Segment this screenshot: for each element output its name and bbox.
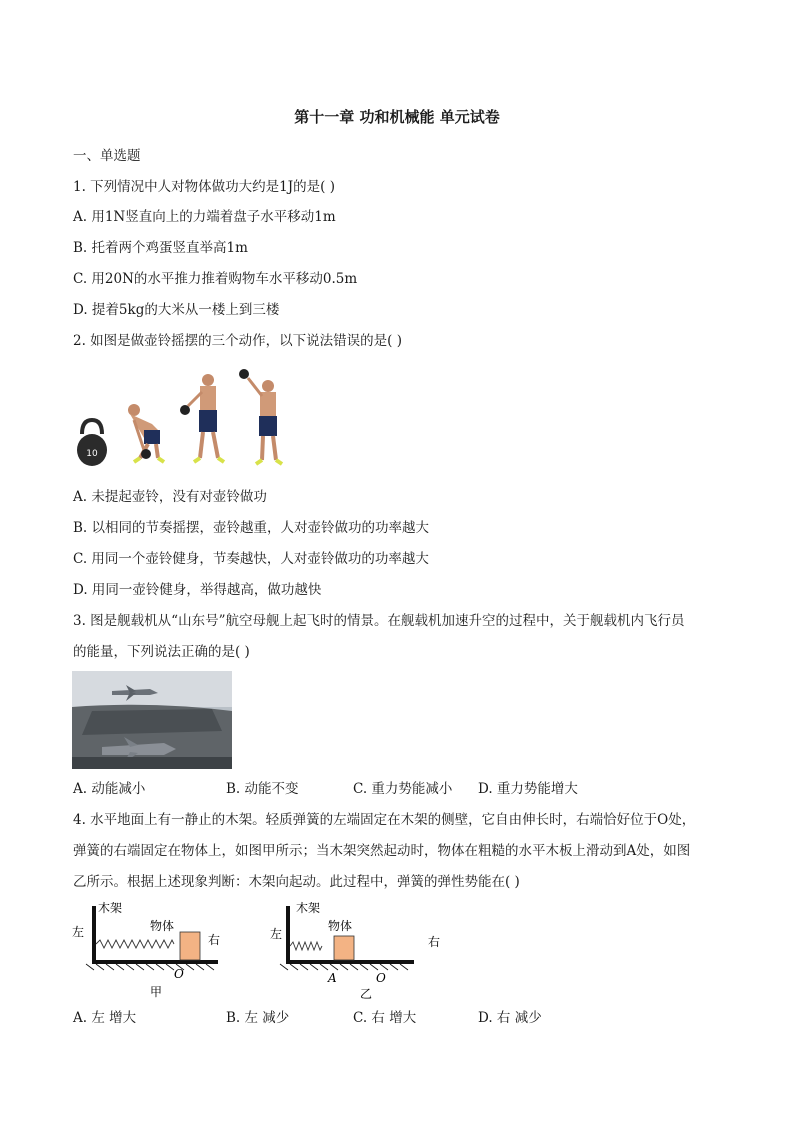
right-label: 右 [428,935,441,949]
ground-hatch [280,964,408,970]
q4-stem-line3: 乙所示。根据上述现象判断：木架向起动。此过程中，弹簧的弹性势能在( ) [73,874,520,890]
kettlebell-icon [77,420,107,466]
q1-option-b[interactable]: B. 托着两个鸡蛋竖直举高1m [73,240,248,256]
q4-option-d[interactable]: D. 右 减少 [478,1010,542,1026]
left-label: 左 [72,925,85,939]
point-o-label: O [174,967,184,981]
q2-option-d[interactable]: D. 用同一壶铃健身，举得越高，做功越快 [73,582,322,598]
spring-icon [96,940,174,948]
q1-option-a[interactable]: A. 用1N竖直向上的力端着盘子水平移动1m [73,209,336,225]
point-o-label: O [376,971,386,985]
q4-option-c[interactable]: C. 右 增大 [353,1010,417,1026]
spring-figure-yi [268,898,448,1002]
q3-option-c[interactable]: C. 重力势能减小 [353,781,453,797]
section-heading: 一、单选题 [73,148,141,164]
q4-stem-line2: 弹簧的右端固定在物体上，如图甲所示；当木架突然起动时，物体在粗糙的水平木板上滑动到A处，如图 [73,843,691,859]
page-title: 第十一章 功和机械能 单元试卷 [294,108,500,126]
q1-option-d[interactable]: D. 提着5kg的大米从一楼上到三楼 [73,302,280,318]
q2-option-b[interactable]: B. 以相同的节奏摇摆，壶铃越重，人对壶铃做功的功率越大 [73,520,430,536]
q4-stem-line1: 4. 水平地面上有一静止的木架。轻质弹簧的左端固定在木架的侧壁，它自由伸长时，右端恰好位于O处， [73,812,696,828]
frame-label: 木架 [98,901,123,915]
q3-option-b[interactable]: B. 动能不变 [226,781,299,797]
ground-hatch [86,964,214,970]
kettlebell-label: 10 [86,449,98,459]
q2-stem: 2. 如图是做壶铃摇摆的三个动作，以下说法错误的是( ) [73,333,402,349]
q1-option-c[interactable]: C. 用20N的水平推力推着购物车水平移动0.5m [73,271,358,287]
athlete-swing-mid [180,374,224,462]
frame-label: 木架 [296,901,321,915]
carrier-jet-photo [72,671,232,769]
right-label: 右 [208,933,221,947]
kettlebell-swing-figure [72,368,292,472]
spring-figure-jia [70,898,230,1002]
q3-stem-line1: 3. 图是舰载机从“山东号”航空母舰上起飞时的情景。在舰载机加速升空的过程中，关于舰载机内飞行员 [73,613,685,629]
q3-option-a[interactable]: A. 动能减小 [73,781,146,797]
point-a-label: A [328,971,337,985]
object-block [180,932,200,960]
figure-caption: 乙 [360,987,373,1001]
object-label: 物体 [150,919,175,933]
object-block [334,936,354,960]
q1-stem: 1. 下列情况中人对物体做功大约是1J的是( ) [73,179,335,195]
athlete-bent-over [128,404,164,462]
q3-stem-line2: 的能量，下列说法正确的是( ) [73,644,250,660]
athlete-overhead [239,369,282,464]
q4-option-a[interactable]: A. 左 增大 [73,1010,137,1026]
figure-caption: 甲 [150,985,163,999]
q4-option-b[interactable]: B. 左 减少 [226,1010,290,1026]
q2-option-a[interactable]: A. 未提起壶铃，没有对壶铃做功 [73,489,267,505]
object-label: 物体 [328,919,353,933]
spring-icon [290,942,322,950]
q3-option-d[interactable]: D. 重力势能增大 [478,781,578,797]
left-label: 左 [270,927,283,941]
q2-option-c[interactable]: C. 用同一个壶铃健身，节奏越快，人对壶铃做功的功率越大 [73,551,429,567]
